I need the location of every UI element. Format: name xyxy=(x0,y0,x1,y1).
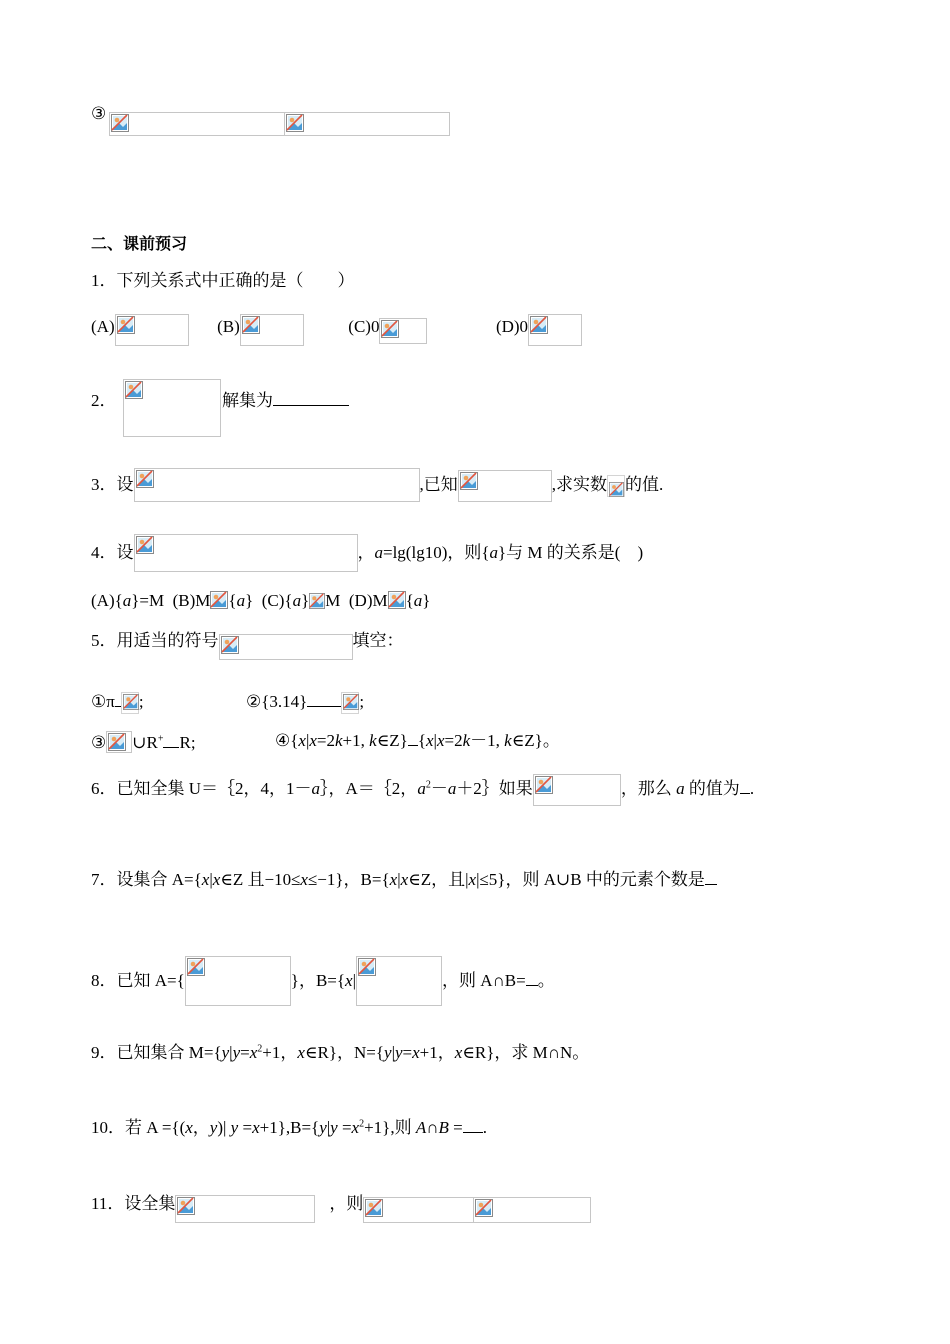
text: ∩ xyxy=(426,1118,439,1137)
question-5 xyxy=(91,631,404,660)
formula-image xyxy=(106,731,132,753)
var-a: a xyxy=(311,779,321,798)
text: | xyxy=(433,731,437,750)
var-y: y xyxy=(394,1043,403,1062)
broken-image-icon xyxy=(108,733,126,751)
broken-image-icon xyxy=(535,776,553,794)
var-y: y xyxy=(232,1043,241,1062)
text: ; xyxy=(138,692,144,711)
text: = xyxy=(240,1043,250,1062)
text: )| xyxy=(217,1118,231,1137)
formula-image xyxy=(458,470,552,502)
broken-image-icon xyxy=(365,1199,383,1217)
option-b-label: (B) xyxy=(217,317,240,336)
question-3-mid: ,已知 xyxy=(419,475,458,494)
broken-image-icon xyxy=(136,470,154,488)
option-d: (D)M xyxy=(348,591,388,610)
text: =lg(lg10)，则{ xyxy=(383,543,490,562)
text: =2 xyxy=(316,731,335,750)
var-x: x xyxy=(426,731,434,750)
question-7 xyxy=(91,870,717,890)
text: 填空： xyxy=(352,631,404,650)
question-5-item-1 xyxy=(91,692,144,714)
text: } xyxy=(245,591,254,610)
text: . xyxy=(482,1118,487,1137)
formula-image xyxy=(185,956,291,1006)
question-3-number: 3．设 xyxy=(91,475,134,494)
broken-image-icon xyxy=(136,536,154,554)
text: ∈Z}。 xyxy=(511,731,560,750)
text: ，则 xyxy=(329,1194,364,1213)
var-k: k xyxy=(369,731,377,750)
formula-image xyxy=(528,314,582,346)
var-x: x xyxy=(201,870,210,889)
text: ｝，A＝｛2， xyxy=(320,779,418,798)
text: 的值为 xyxy=(684,779,740,798)
formula-image xyxy=(363,1197,475,1223)
broken-image-icon xyxy=(221,636,239,654)
text: | xyxy=(391,1043,395,1062)
var-x: x xyxy=(297,1043,305,1062)
text: = xyxy=(448,1118,463,1137)
text: ④{ xyxy=(275,731,299,750)
text: | xyxy=(305,731,310,750)
text: +1， xyxy=(419,1043,455,1062)
broken-image-icon xyxy=(460,472,478,490)
broken-image-icon xyxy=(123,694,139,710)
text: +1， xyxy=(262,1043,298,1062)
option-c: (C){ xyxy=(261,591,293,610)
var-x: x xyxy=(400,870,409,889)
var-x: x xyxy=(252,1118,260,1137)
formula-image xyxy=(284,112,450,136)
text: }=M xyxy=(131,591,165,610)
formula-image xyxy=(607,475,625,497)
text: 7．设集合 A={ xyxy=(91,870,202,889)
prev-marker: ③ xyxy=(91,104,107,123)
question-9 xyxy=(91,1043,589,1063)
question-5-item-4 xyxy=(275,731,560,751)
var-a: a xyxy=(413,591,423,610)
var-x: x xyxy=(249,1043,258,1062)
question-1-options xyxy=(91,314,582,346)
question-3 xyxy=(91,468,663,502)
broken-image-icon xyxy=(343,694,359,710)
text: +1},则 xyxy=(364,1118,416,1137)
var-a: a xyxy=(292,591,302,610)
var-y: y xyxy=(319,1118,327,1137)
text: }，B={ xyxy=(290,971,346,990)
superscript: + xyxy=(157,733,164,745)
formula-image xyxy=(356,956,442,1006)
text: ，则 A∩B= xyxy=(441,971,526,990)
answer-blank xyxy=(408,745,418,746)
formula-image xyxy=(533,774,621,806)
section-title: 二、课前预习 xyxy=(91,234,188,253)
text: M xyxy=(325,591,341,610)
broken-image-icon xyxy=(177,1197,195,1215)
formula-image xyxy=(115,314,189,346)
var-k: k xyxy=(335,731,343,750)
text: | xyxy=(326,1118,331,1137)
superscript: 2 xyxy=(257,1043,263,1055)
text: ， xyxy=(192,1118,210,1137)
var-x: x xyxy=(309,731,317,750)
text: = xyxy=(337,1118,352,1137)
text: { xyxy=(405,591,414,610)
question-8 xyxy=(91,956,555,1006)
var-a: a xyxy=(374,543,383,562)
broken-image-icon xyxy=(242,316,260,334)
var-y: y xyxy=(384,1043,392,1062)
text: | xyxy=(397,870,401,889)
option-c-label: (C)0 xyxy=(348,317,380,336)
option-b: (B)M xyxy=(172,591,211,610)
text: R; xyxy=(179,733,196,752)
text: 11．设全集 xyxy=(91,1194,176,1213)
text: ≤−1}，B={ xyxy=(307,870,390,889)
text: 6．已知全集 U＝｛2，4，1－ xyxy=(91,779,312,798)
question-6 xyxy=(91,774,754,806)
formula-image xyxy=(109,112,286,136)
broken-image-icon xyxy=(530,316,548,334)
prev-item xyxy=(91,104,106,124)
var-a: a xyxy=(122,591,132,610)
text: ∈Z，且| xyxy=(408,870,469,889)
superscript: 2 xyxy=(359,1118,365,1130)
var-x: x xyxy=(212,870,221,889)
var-x: x xyxy=(468,870,477,889)
var-x: x xyxy=(298,731,306,750)
text: 8．已知 A={ xyxy=(91,971,185,990)
broken-image-icon xyxy=(117,316,135,334)
var-k: k xyxy=(462,731,471,750)
broken-image-icon xyxy=(125,381,143,399)
broken-image-icon xyxy=(210,591,228,609)
question-3-tail: ,求实数 xyxy=(551,475,607,494)
text: ＋2｝如果 xyxy=(456,779,533,798)
var-x: x xyxy=(300,870,308,889)
text: ∪R xyxy=(132,733,158,752)
question-2-label: 解集为 xyxy=(222,391,273,410)
var-k: k xyxy=(504,731,512,750)
answer-blank xyxy=(163,747,179,748)
text: 。 xyxy=(537,971,555,990)
superscript: 2 xyxy=(425,779,431,791)
option-a-label: (A) xyxy=(91,317,115,336)
var-B: B xyxy=(438,1118,449,1137)
answer-blank xyxy=(526,985,538,986)
var-y: y xyxy=(209,1118,218,1137)
text: ; xyxy=(359,692,365,711)
var-y: y xyxy=(230,1118,239,1137)
question-3-end: 的值. xyxy=(625,475,664,494)
question-4 xyxy=(91,534,643,572)
broken-image-icon xyxy=(286,114,304,132)
formula-image xyxy=(123,379,221,437)
broken-image-icon xyxy=(187,958,205,976)
text: － xyxy=(430,779,448,798)
option-a: (A){ xyxy=(91,591,123,610)
text: ， xyxy=(357,543,375,562)
text: } xyxy=(422,591,431,610)
text: |≤5}，则 A∪B 中的元素个数是 xyxy=(476,870,705,889)
text: =2 xyxy=(444,731,463,750)
var-A: A xyxy=(415,1118,427,1137)
var-x: x xyxy=(412,1043,420,1062)
var-x: x xyxy=(185,1118,193,1137)
var-x: x xyxy=(351,1118,360,1137)
question-5-item-3 xyxy=(91,731,196,753)
formula-image xyxy=(134,468,420,502)
formula-image xyxy=(473,1197,591,1223)
text: 10．若 A ={( xyxy=(91,1118,186,1137)
text: +1, xyxy=(342,731,370,750)
answer-blank xyxy=(463,1132,483,1133)
text: } xyxy=(301,591,310,610)
text: ∈R}，求 M∩N。 xyxy=(462,1043,590,1062)
option-d-label: (D)0 xyxy=(495,317,529,336)
text: ①π xyxy=(91,692,115,711)
answer-blank xyxy=(740,793,750,794)
formula-image xyxy=(379,318,427,344)
text: ③ xyxy=(91,733,107,752)
text: }与 M 的关系是( ) xyxy=(498,543,644,562)
var-x: x xyxy=(454,1043,463,1062)
text: ∈R}，N={ xyxy=(304,1043,385,1062)
var-x: x xyxy=(389,870,398,889)
formula-image xyxy=(121,692,139,714)
broken-image-icon xyxy=(111,114,129,132)
text: . xyxy=(749,779,755,798)
var-a: a xyxy=(417,779,426,798)
broken-image-icon xyxy=(609,482,624,497)
broken-image-icon xyxy=(388,591,406,609)
text: －1, xyxy=(470,731,505,750)
broken-image-icon xyxy=(309,593,325,609)
var-a: a xyxy=(447,779,457,798)
var-a: a xyxy=(236,591,246,610)
answer-blank xyxy=(705,884,717,885)
text: | xyxy=(229,1043,233,1062)
text: = xyxy=(238,1118,253,1137)
text: | xyxy=(209,870,213,889)
text: ∈Z 且−10≤ xyxy=(220,870,301,889)
formula-image xyxy=(240,314,304,346)
question-5-item-2 xyxy=(246,692,364,714)
var-x: x xyxy=(436,731,445,750)
formula-image xyxy=(134,534,358,572)
var-a: a xyxy=(489,543,499,562)
text: 9．已知集合 M={ xyxy=(91,1043,222,1062)
broken-image-icon xyxy=(475,1199,493,1217)
broken-image-icon xyxy=(358,958,376,976)
text: ，那么 xyxy=(620,779,677,798)
formula-image xyxy=(341,692,359,714)
text: = xyxy=(402,1043,413,1062)
text: +1},B={ xyxy=(259,1118,320,1137)
text: ∈Z} xyxy=(376,731,408,750)
question-2-text xyxy=(222,391,349,411)
var-y: y xyxy=(330,1118,338,1137)
text: { xyxy=(228,591,237,610)
var-a: a xyxy=(676,779,685,798)
question-2-number: 2． xyxy=(91,391,117,410)
question-11 xyxy=(91,1194,591,1223)
var-y: y xyxy=(221,1043,230,1062)
text: | xyxy=(352,971,356,990)
var-x: x xyxy=(345,971,353,990)
broken-image-icon xyxy=(381,320,399,338)
text: { xyxy=(417,731,426,750)
question-5-number: 5．用适当的符号 xyxy=(91,631,219,650)
question-4-options xyxy=(91,591,430,611)
question-4-number: 4．设 xyxy=(91,543,134,562)
formula-image xyxy=(219,634,353,660)
question-1: 1．下列关系式中正确的是（ ） xyxy=(91,271,355,290)
formula-image xyxy=(175,1195,315,1223)
answer-blank xyxy=(273,405,349,406)
text: ②{3.14} xyxy=(246,692,308,711)
question-10 xyxy=(91,1118,487,1138)
